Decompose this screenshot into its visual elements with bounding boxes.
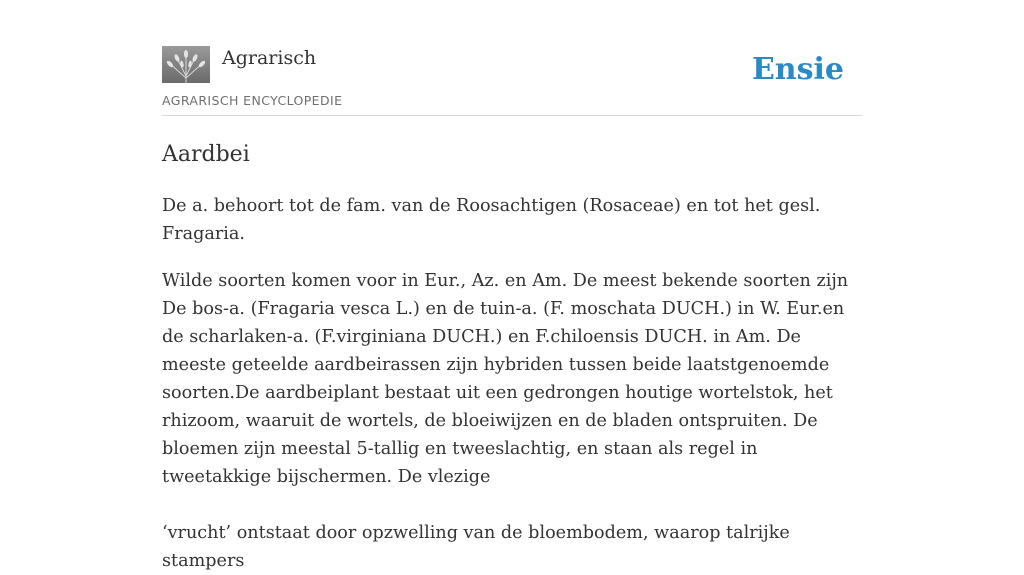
article-paragraph: Wilde soorten komen voor in Eur., Az. en Am. De meest bekende soorten zijn De bos-a. (Fragaria vesca L.) en de tuin-a. (F. moschata DUCH.) in W. Eur.en de scharlaken-a. (F.virginiana DUCH.) en F.chiloensis DUCH. in Am. De meeste geteelde aardbeirassen zijn hybriden tussen beide laatstgenoemde soorten.De aardbeiplant bestaat uit een gedrongen houtige wortelstok, het rhizoom, waaruit de wortels, de bloeiwijzen en de bladen ontspruiten. De bloemen zijn meestal 5-tallig en tweeslachtig, en staan als regel in tweetakkige bijschermen. De vlezige	[162, 271, 849, 487]
site-subtitle: AGRARISCH ENCYCLOPEDIE	[162, 93, 343, 108]
wheat-ears-icon[interactable]	[162, 46, 210, 83]
article-paragraph: ‘vrucht’ ontstaat door opzwelling van de bloembodem, waarop talrijke stampers	[162, 523, 790, 571]
brand-logo[interactable]: Ensie	[751, 52, 844, 87]
site-title[interactable]: Agrarisch	[222, 47, 317, 69]
article	[162, 140, 862, 575]
site-header	[162, 46, 862, 116]
article-paragraph: De a. behoort tot de fam. van de Roosachtigen (Rosaceae) en tot het gesl. Fragaria.	[162, 196, 821, 244]
header-divider	[162, 115, 862, 116]
article-title: Aardbei	[162, 142, 250, 167]
